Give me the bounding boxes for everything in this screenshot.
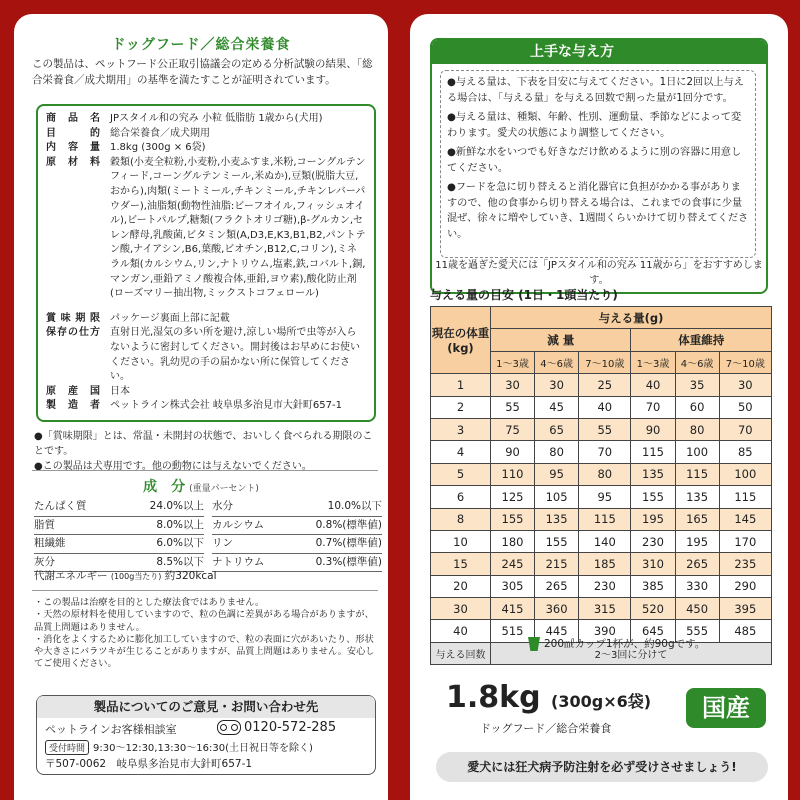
amount-cell: 65	[535, 418, 579, 440]
weight-cell: 10	[431, 530, 491, 552]
weight-cell: 15	[431, 553, 491, 575]
rabies-reminder: 愛犬には狂犬病予防注射を必ず受けさせましょう!	[436, 752, 768, 782]
col-weight-header: 現在の体重(kg)	[431, 307, 491, 374]
amount-cell: 515	[491, 620, 535, 642]
weight-cell: 5	[431, 463, 491, 485]
free-dial-icon	[217, 720, 241, 735]
amount-cell: 90	[491, 441, 535, 463]
nutrient-name: ナトリウム	[212, 555, 265, 568]
nutrient-value: 0.8%(標準値)	[315, 518, 382, 531]
weight-cell: 4	[431, 441, 491, 463]
nutrient-value: 0.3%(標準値)	[315, 555, 382, 568]
composition-row	[34, 517, 204, 536]
amount-cell: 115	[631, 441, 675, 463]
amount-cell: 40	[631, 374, 675, 396]
caution-notes	[34, 429, 380, 474]
note-item: ・この製品は治療を目的とした療法食ではありません。	[34, 597, 265, 608]
tip-item: ●新鮮な水をいつでも好きなだけ飲めるように別の容器に用意してください。	[447, 147, 742, 174]
spec-row-name	[46, 112, 366, 127]
table-row	[431, 396, 772, 418]
energy-basis: (100g当たり)	[110, 572, 162, 581]
amount-cell: 155	[631, 486, 675, 508]
nutrient-value: 0.7%(標準値)	[315, 537, 382, 550]
amount-cell: 385	[631, 575, 675, 597]
energy-value: 約320kcal	[164, 570, 217, 582]
spec-row-ingredients	[46, 156, 366, 302]
amount-cell: 100	[719, 463, 771, 485]
amount-cell: 165	[675, 508, 719, 530]
amount-cell: 30	[719, 374, 771, 396]
composition-unit: (重量パーセント)	[189, 484, 259, 494]
nutrient-name: 灰分	[34, 555, 55, 568]
nutrient-value: 24.0%以上	[149, 500, 204, 512]
spec-row-expiry	[46, 312, 366, 327]
amount-cell: 85	[719, 441, 771, 463]
pack-detail: (300g×6袋)	[551, 692, 652, 711]
feeding-tips-title: 上手な与え方	[432, 40, 766, 64]
composition-title	[14, 476, 388, 496]
divider	[32, 590, 378, 591]
spec-value: 穀類(小麦全粒粉,小麦粉,小麦ふすま,米粉,コーングルテンフィード,コーングルテンミール,米ぬか),豆類(脱脂大豆,おから),肉類(ミートミール,チキンミール,チキンレバーパウダー),油脂類(動物性油脂:ビーフオイル,フィッシュオイル),ビートパルプ,糖類(フラクトオリゴ糖),β-グルカン,セレン酵母,乳酸菌,ビタミン類(A,D3,E,K3,B1,B2,パントテン酸,ナイアシン,B6,葉酸,ビオチン,B12,C,コリン),ミネラル類(カルシウム,リン,ナトリウム,塩素,鉄,コバルト,銅,マンガン,亜鉛アミノ酸複合体,亜鉛,ヨウ素),酸化防止剤(ローズマリー抽出物,ミックストコフェロール)	[110, 156, 366, 300]
weight-value: 1.8kg	[446, 680, 541, 715]
age-group-header: 7〜10歳	[579, 351, 631, 373]
amount-cell: 125	[491, 486, 535, 508]
table-row	[431, 463, 772, 485]
spec-row-manufacturer	[46, 399, 366, 414]
amount-cell: 215	[535, 553, 579, 575]
spec-label: 内容量	[46, 142, 100, 154]
spec-value: 直射日光,湿気の多い所を避け,涼しい場所で虫等が入らないように密封してください。開封後はお早めにお使いください。乳幼児の手の届かない所に保管してください。	[110, 327, 360, 383]
amount-cell: 135	[675, 486, 719, 508]
amount-cell: 310	[631, 553, 675, 575]
amount-cell: 115	[579, 508, 631, 530]
weight-cell: 1	[431, 374, 491, 396]
weight-cell: 30	[431, 598, 491, 620]
amount-cell: 245	[491, 553, 535, 575]
cup-icon	[528, 637, 540, 651]
metabolizable-energy	[34, 568, 217, 583]
amount-cell: 315	[579, 598, 631, 620]
tip-item: ●フードを急に切り替えると消化器官に負担がかかる事がありますので、他の食事から切り替える場合は、これまでの食事に少量混ぜ、徐々に増やしていき、1週間くらいかけて切り替えてください。	[447, 182, 749, 240]
amount-cell: 265	[675, 553, 719, 575]
note-item: ・天然の原材料を使用していますので、粒の色調に差異がある場合がありますが、品質上問題はありません。	[34, 609, 374, 633]
amount-cell: 155	[535, 530, 579, 552]
note-expiry: ●「賞味期限」とは、常温・未開封の状態で、おいしく食べられる期限のことです。	[34, 431, 373, 457]
contact-title: 製品についてのご意見・お問い合わせ先	[37, 696, 375, 718]
amount-cell: 55	[579, 418, 631, 440]
amount-cell: 45	[535, 396, 579, 418]
amount-cell: 140	[579, 530, 631, 552]
nutrient-name: たんぱく質	[34, 500, 87, 512]
amount-cell: 135	[631, 463, 675, 485]
amount-cell: 55	[491, 396, 535, 418]
amount-cell: 95	[579, 486, 631, 508]
support-address: 〒507-0062 岐阜県多治見市大針町657-1	[45, 758, 253, 770]
net-weight	[446, 680, 651, 715]
composition-title-text: 成 分	[143, 479, 186, 495]
weight-cell: 6	[431, 486, 491, 508]
amount-cell: 180	[491, 530, 535, 552]
group-reduce-header: 減 量	[491, 329, 631, 351]
right-panel	[410, 14, 788, 800]
amount-cell: 305	[491, 575, 535, 597]
amount-cell: 485	[719, 620, 771, 642]
amount-cell: 115	[719, 486, 771, 508]
amount-cell: 265	[535, 575, 579, 597]
amount-cell: 360	[535, 598, 579, 620]
amount-cell: 40	[579, 396, 631, 418]
amount-cell: 70	[631, 396, 675, 418]
times-value: 2〜3回に分けて	[491, 642, 772, 664]
amount-cell: 30	[535, 374, 579, 396]
feeding-table	[430, 306, 772, 665]
energy-label: 代謝エネルギー	[34, 570, 108, 582]
spec-label: 商品名	[46, 113, 100, 124]
amount-cell: 230	[579, 575, 631, 597]
amount-cell: 80	[535, 441, 579, 463]
spec-value: 1.8kg (300g × 6袋)	[110, 142, 206, 154]
nutrient-name: 粗繊維	[34, 537, 66, 550]
amount-cell: 290	[719, 575, 771, 597]
nutrient-value: 10.0%以下	[327, 500, 382, 512]
amount-cell: 50	[719, 396, 771, 418]
spec-value: ペットライン株式会社 岐阜県多治見市大針町657-1	[110, 400, 342, 412]
age-group-header: 1〜3歳	[491, 351, 535, 373]
amount-cell: 195	[631, 508, 675, 530]
hours-badge: 受付時間	[45, 740, 89, 755]
col-amount-header: 与える量(g)	[491, 307, 772, 329]
age-group-header: 4〜6歳	[535, 351, 579, 373]
amount-cell: 185	[579, 553, 631, 575]
amount-cell: 450	[675, 598, 719, 620]
age-group-header: 4〜6歳	[675, 351, 719, 373]
composition-table-left	[34, 498, 204, 572]
product-notes	[34, 597, 380, 671]
amount-cell: 415	[491, 598, 535, 620]
age-group-header: 7〜10歳	[719, 351, 771, 373]
note-dog-only: ●この製品は犬専用です。他の動物には与えないでください。	[34, 461, 312, 472]
feeding-table-body	[431, 374, 772, 643]
amount-cell: 145	[719, 508, 771, 530]
amount-cell: 110	[491, 463, 535, 485]
amount-cell: 95	[535, 463, 579, 485]
spec-label: 原材料	[46, 156, 100, 168]
product-spec-box	[36, 104, 376, 422]
composition-row	[34, 535, 204, 554]
spec-value: パッケージ裏面上部に記載	[110, 312, 230, 324]
nutrient-value: 6.0%以下	[156, 537, 204, 550]
phone-number: 0120-572-285	[244, 720, 337, 735]
divider	[32, 470, 378, 471]
amount-cell: 445	[535, 620, 579, 642]
spec-label: 賞味期限	[46, 312, 100, 324]
spec-label: 原産国	[46, 385, 100, 397]
contact-box	[36, 695, 376, 775]
nutrient-value: 8.0%以上	[156, 518, 204, 531]
spec-row-content	[46, 141, 366, 156]
amount-cell: 60	[675, 396, 719, 418]
amount-cell: 115	[675, 463, 719, 485]
feeding-guide-title: 与える量の目安 (1日・1頭当たり)	[430, 288, 618, 302]
composition-row	[212, 517, 382, 536]
certification-intro: この製品は、ペットフード公正取引協議会の定める分析試験の結果、「総合栄養食／成犬期用」の基準を満たすことが証明されています。	[32, 58, 373, 86]
senior-recommendation: 11歳を過ぎた愛犬には「JPスタイル和の究み 11歳から」をおすすめします。	[435, 260, 763, 286]
spec-label: 保存の仕方	[46, 327, 100, 339]
amount-cell: 230	[631, 530, 675, 552]
composition-row	[212, 554, 382, 573]
spec-row-origin	[46, 385, 366, 400]
nutrient-name: 脂質	[34, 518, 55, 531]
amount-cell: 70	[719, 418, 771, 440]
note-item: ・消化をよくするために膨化加工していますので、粒の表面に穴があいたり、形状や大きさにバラツキが生じることがありますが、品質上問題はありません。安心してご使用ください。	[34, 633, 375, 670]
amount-cell: 155	[491, 508, 535, 530]
feeding-tips-box	[430, 38, 768, 294]
amount-cell: 100	[675, 441, 719, 463]
nutrient-name: 水分	[212, 500, 233, 512]
amount-cell: 520	[631, 598, 675, 620]
composition-row	[212, 535, 382, 554]
spec-label: 目的	[46, 127, 100, 139]
table-row	[431, 508, 772, 530]
support-hours	[45, 739, 313, 755]
table-row	[431, 575, 772, 597]
amount-cell: 170	[719, 530, 771, 552]
amount-cell: 90	[631, 418, 675, 440]
spec-value: 総合栄養食／成犬期用	[110, 127, 210, 139]
feeding-tips-list	[440, 70, 756, 258]
age-group-header: 1〜3歳	[631, 351, 675, 373]
table-row	[431, 418, 772, 440]
table-row	[431, 441, 772, 463]
amount-cell: 645	[631, 620, 675, 642]
spec-label: 製造者	[46, 400, 100, 412]
weight-cell: 8	[431, 508, 491, 530]
weight-cell: 40	[431, 620, 491, 642]
tip-item: ●与える量は、下表を目安に与えてください。1日に2回以上与える場合は、「与える量」を与える回数で割った量が1回分です。	[447, 77, 744, 104]
amount-cell: 25	[579, 374, 631, 396]
product-type-label: ドッグフード／総合栄養食	[480, 722, 612, 735]
amount-cell: 35	[675, 374, 719, 396]
amount-cell: 105	[535, 486, 579, 508]
weight-cell: 20	[431, 575, 491, 597]
table-row	[431, 553, 772, 575]
amount-cell: 70	[579, 441, 631, 463]
times-label: 与える回数	[431, 642, 491, 664]
cup-measure-note	[528, 636, 705, 651]
tip-item: ●与える量は、種類、年齢、性別、運動量、季節などによって変わります。愛犬の状態により調整してください。	[447, 112, 742, 139]
spec-value: JPスタイル和の究み 小粒 低脂肪 1歳から(犬用)	[110, 113, 323, 124]
cup-text: 200㎖カップ1杯が、約90gです。	[544, 638, 706, 650]
table-row	[431, 598, 772, 620]
support-phone[interactable]	[217, 720, 336, 735]
nutrient-value: 8.5%以下	[156, 555, 204, 568]
amount-cell: 395	[719, 598, 771, 620]
amount-cell: 30	[491, 374, 535, 396]
table-row	[431, 486, 772, 508]
left-panel	[14, 14, 388, 800]
support-desk: ペットラインお客様相談室	[45, 723, 177, 736]
nutrient-name: カルシウム	[212, 518, 265, 531]
product-category-title: ドッグフード／総合栄養食	[111, 37, 291, 53]
amount-cell: 75	[491, 418, 535, 440]
domestic-badge: 国産	[686, 688, 766, 728]
amount-cell: 80	[675, 418, 719, 440]
amount-cell: 555	[675, 620, 719, 642]
amount-cell: 390	[579, 620, 631, 642]
amount-cell: 330	[675, 575, 719, 597]
amount-cell: 195	[675, 530, 719, 552]
weight-cell: 3	[431, 418, 491, 440]
spec-row-purpose	[46, 127, 366, 142]
composition-row	[34, 498, 204, 517]
spec-value: 日本	[110, 385, 130, 397]
nutrient-name: リン	[212, 537, 233, 550]
group-maintain-header: 体重維持	[631, 329, 772, 351]
amount-cell: 135	[535, 508, 579, 530]
amount-cell: 80	[579, 463, 631, 485]
hours-text: 9:30〜12:30,13:30〜16:30(土日祝日等を除く)	[93, 743, 313, 754]
composition-row	[212, 498, 382, 517]
composition-table-right	[212, 498, 382, 572]
amount-cell: 235	[719, 553, 771, 575]
table-row	[431, 530, 772, 552]
table-row	[431, 374, 772, 396]
weight-cell: 2	[431, 396, 491, 418]
spec-row-storage	[46, 326, 366, 384]
